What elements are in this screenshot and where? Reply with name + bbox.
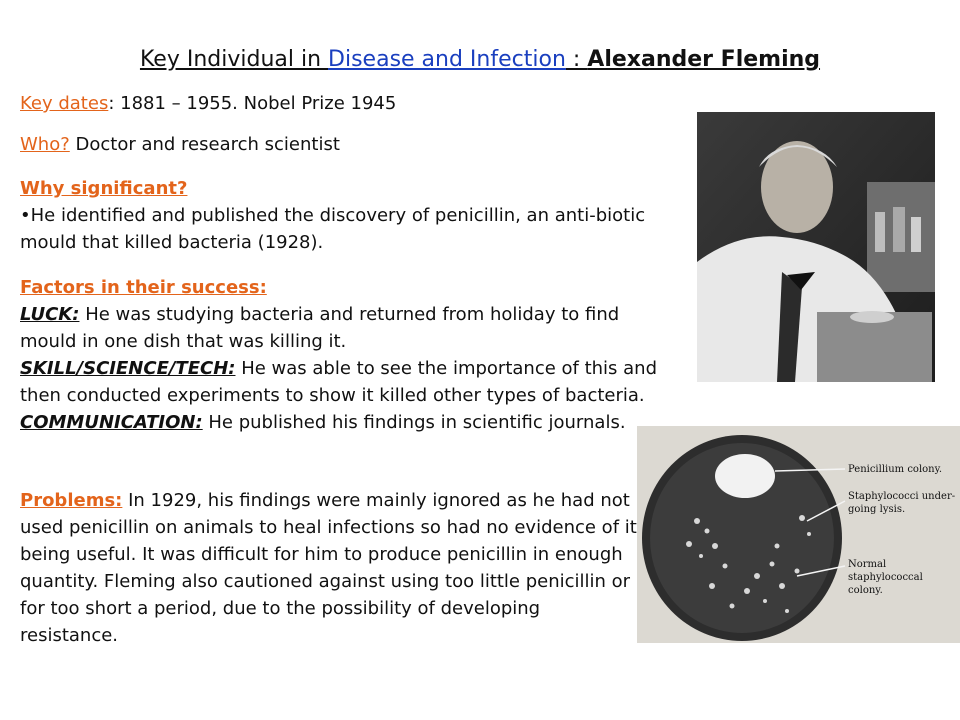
petri-dish-image: [637, 426, 960, 643]
who-text: Doctor and research scientist: [69, 134, 340, 155]
factor-luck-name: LUCK:: [20, 304, 80, 325]
title-topic-link[interactable]: Disease and Infection: [328, 47, 566, 72]
factor-luck-text: He was studying bacteria and returned from holiday to find mould in one dish that was killing it.: [20, 304, 620, 352]
title-separator: :: [565, 47, 588, 72]
dish-label-normal: Normal staphylococcal colony.: [848, 559, 923, 596]
factor-communication-text: He published his findings in scientific journals.: [202, 412, 626, 433]
problems-text: In 1929, his findings were mainly ignored as he had not used penicillin on animals to heal infections so had no evidence of it being useful. It was difficult for him to produce penicillin in enough quantity. Fleming also cautioned against using too little penicillin or for too short a period, due to the possibility of developing resistance.: [20, 490, 637, 646]
fleming-portrait-image: [697, 112, 935, 382]
problems-label: Problems:: [20, 490, 123, 511]
dish-label-lysis: Staphylococci under-going lysis.: [848, 491, 956, 515]
petri-dish-illustration: [637, 426, 960, 643]
dish-label-penicillium: Penicillium colony.: [848, 464, 943, 475]
key-dates-text: : 1881 – 1955. Nobel Prize 1945: [108, 93, 397, 114]
factor-skill-name: SKILL/SCIENCE/TECH:: [20, 358, 236, 379]
factors-block: [20, 274, 670, 436]
who-label: Who?: [20, 134, 70, 155]
factor-skill: [20, 355, 670, 409]
portrait-illustration: [697, 112, 935, 382]
bullet-icon: •: [20, 205, 31, 226]
key-dates-label: Key dates: [20, 93, 109, 114]
title-person: Alexander Fleming: [587, 47, 821, 72]
slide-title: [0, 46, 960, 74]
why-block: [20, 175, 670, 256]
problems-block: [20, 487, 640, 649]
who-line: [20, 131, 680, 158]
factor-communication-name: COMMUNICATION:: [20, 412, 203, 433]
title-prefix: Key Individual in: [139, 47, 329, 72]
factors-label: Factors in their success:: [20, 277, 267, 298]
factor-luck: [20, 301, 670, 355]
factor-skill-text: He was able to see the importance of this and then conducted experiments to show it killed other types of bacteria.: [20, 358, 658, 406]
why-bullet-text: He identified and published the discovery of penicillin, an anti-biotic mould that killed bacteria (1928).: [20, 205, 646, 253]
why-label: Why significant?: [20, 178, 188, 199]
why-bullet: [20, 202, 670, 256]
factor-communication: [20, 409, 670, 436]
key-dates-line: [20, 90, 680, 117]
